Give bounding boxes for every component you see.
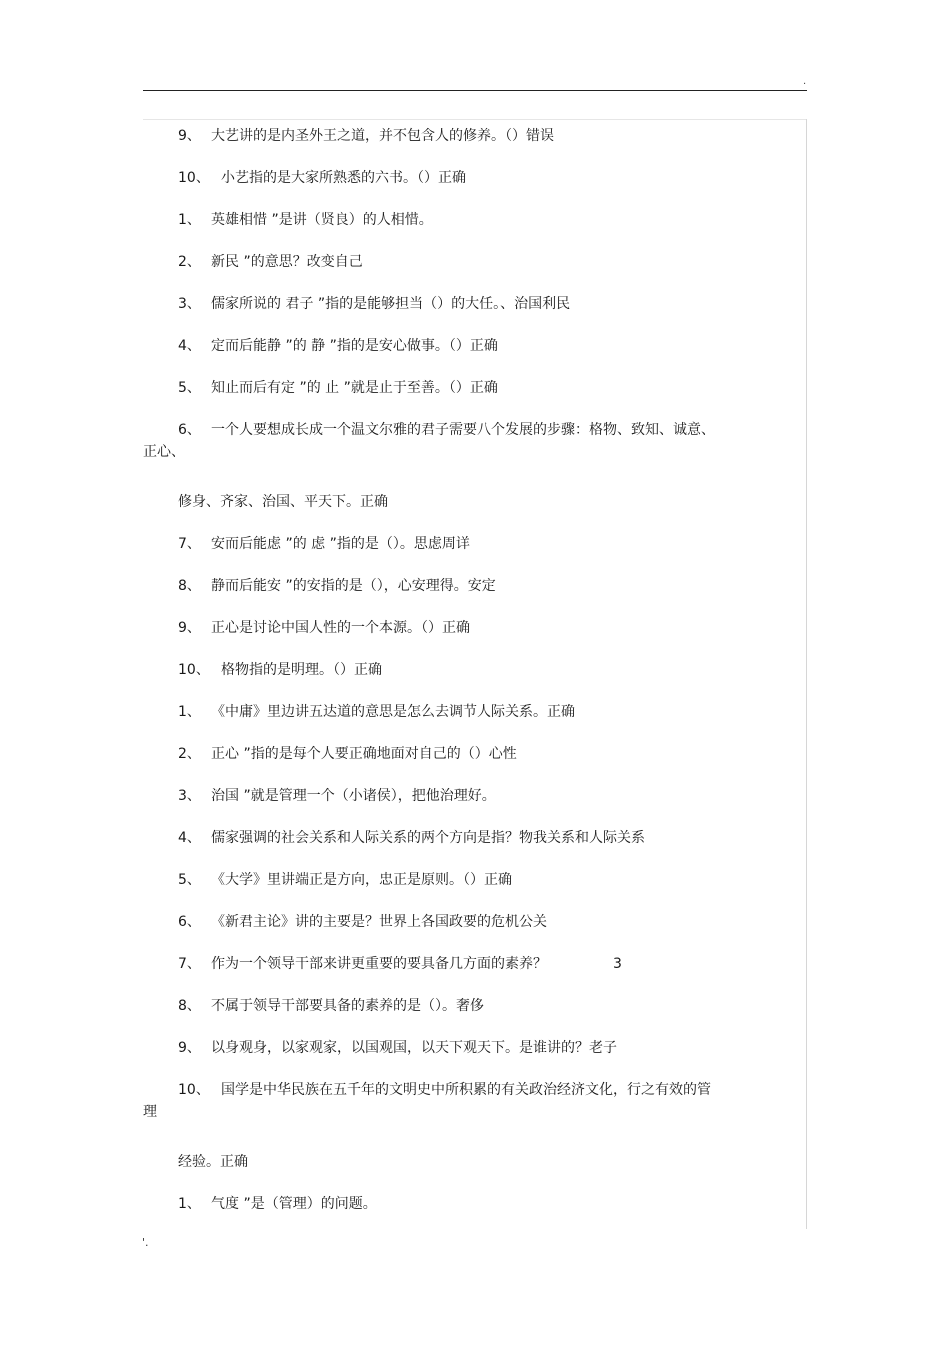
document-line [143, 1038, 783, 1080]
item-text: 知止而后有定 ”的 止 ”就是止于至善。（）正确 [211, 380, 498, 396]
document-line [143, 1080, 783, 1152]
item-text: 静而后能安 ”的安指的是（），心安理得。安定 [211, 578, 496, 594]
header-corner-mark: . [803, 76, 807, 87]
item-text: 作为一个领导干部来讲更重要的要具备几方面的素养？ [211, 956, 547, 972]
item-number: 3、 [178, 296, 201, 312]
item-number: 4、 [178, 830, 201, 846]
document-line [143, 828, 783, 870]
document-line [143, 168, 783, 210]
item-text: 大艺讲的是内圣外王之道，并不包含人的修养。（）错误 [211, 128, 554, 144]
document-line [143, 702, 783, 744]
item-text: 正心是讨论中国人性的一个本源。（）正确 [211, 620, 470, 636]
item-text: 经验。正确 [178, 1154, 248, 1170]
document-line [143, 954, 783, 996]
item-answer: 3 [613, 956, 622, 972]
document-line [143, 912, 783, 954]
item-number: 1、 [178, 704, 201, 720]
item-text: 修身、齐家、治国、平天下。正确 [178, 494, 388, 510]
document-line [143, 378, 783, 420]
item-number: 8、 [178, 578, 201, 594]
document-line [143, 660, 783, 702]
header-rule [143, 90, 807, 91]
item-text: 以身观身，以家观家，以国观国，以天下观天下。是谁讲的？老子 [211, 1040, 617, 1056]
document-line [143, 420, 783, 492]
document-line [143, 870, 783, 912]
item-text: 一个人要想成长成一个温文尔雅的君子需要八个发展的步骤：格物、致知、诚意、 [211, 422, 715, 438]
footer-corner-mark: '. [142, 1236, 149, 1249]
item-number: 10、 [178, 662, 210, 678]
item-text: 新民 ”的意思？改变自己 [211, 254, 363, 270]
document-line [143, 744, 783, 786]
item-text-continuation: 正心、 [143, 444, 185, 460]
frame-top-border [143, 119, 807, 120]
item-text: 定而后能静 ”的 静 ”指的是安心做事。（）正确 [211, 338, 498, 354]
item-number: 9、 [178, 620, 201, 636]
item-number: 5、 [178, 872, 201, 888]
document-line [143, 1152, 783, 1194]
item-number: 7、 [178, 536, 201, 552]
document-line [143, 210, 783, 252]
item-text: 小艺指的是大家所熟悉的六书。（）正确 [221, 170, 466, 186]
document-line [143, 126, 783, 168]
item-number: 8、 [178, 998, 201, 1014]
item-text: 儒家所说的 君子 ”指的是能够担当（）的大任。、治国利民 [211, 296, 571, 312]
item-text-continuation: 理 [143, 1104, 157, 1120]
item-text: 治国 ”就是管理一个（小诸侯），把他治理好。 [211, 788, 496, 804]
item-number: 10、 [178, 1082, 210, 1098]
item-text: 英雄相惜 ”是讲（贤良）的人相惜。 [211, 212, 433, 228]
frame-right-border [806, 119, 807, 1229]
item-text: 格物指的是明理。（）正确 [221, 662, 382, 678]
item-text: 气度 ”是（管理）的问题。 [211, 1196, 377, 1212]
document-line [143, 492, 783, 534]
document-line [143, 252, 783, 294]
item-text: 正心 ”指的是每个人要正确地面对自己的（）心性 [211, 746, 517, 762]
item-number: 1、 [178, 1196, 201, 1212]
item-text: 国学是中华民族在五千年的文明史中所积累的有关政治经济文化，行之有效的管 [221, 1082, 711, 1098]
document-line [143, 576, 783, 618]
document-line [143, 534, 783, 576]
item-number: 9、 [178, 1040, 201, 1056]
item-number: 6、 [178, 422, 201, 438]
item-number: 1、 [178, 212, 201, 228]
item-number: 9、 [178, 128, 201, 144]
item-text: 《中庸》里边讲五达道的意思是怎么去调节人际关系。正确 [211, 704, 575, 720]
item-number: 2、 [178, 254, 201, 270]
item-text: 《大学》里讲端正是方向，忠正是原则。（）正确 [211, 872, 512, 888]
item-number: 7、 [178, 956, 201, 972]
document-line [143, 1194, 783, 1236]
item-text: 《新君主论》讲的主要是？世界上各国政要的危机公关 [211, 914, 547, 930]
document-line [143, 996, 783, 1038]
item-text: 安而后能虑 ”的 虑 ”指的是（）。思虑周详 [211, 536, 470, 552]
item-number: 10、 [178, 170, 210, 186]
document-line [143, 618, 783, 660]
item-number: 4、 [178, 338, 201, 354]
item-number: 6、 [178, 914, 201, 930]
document-line [143, 336, 783, 378]
document-line [143, 294, 783, 336]
item-number: 2、 [178, 746, 201, 762]
item-text: 不属于领导干部要具备的素养的是（）。奢侈 [211, 998, 484, 1014]
document-body [143, 126, 783, 1236]
document-line [143, 786, 783, 828]
item-number: 3、 [178, 788, 201, 804]
item-text: 儒家强调的社会关系和人际关系的两个方向是指？物我关系和人际关系 [211, 830, 645, 846]
item-number: 5、 [178, 380, 201, 396]
